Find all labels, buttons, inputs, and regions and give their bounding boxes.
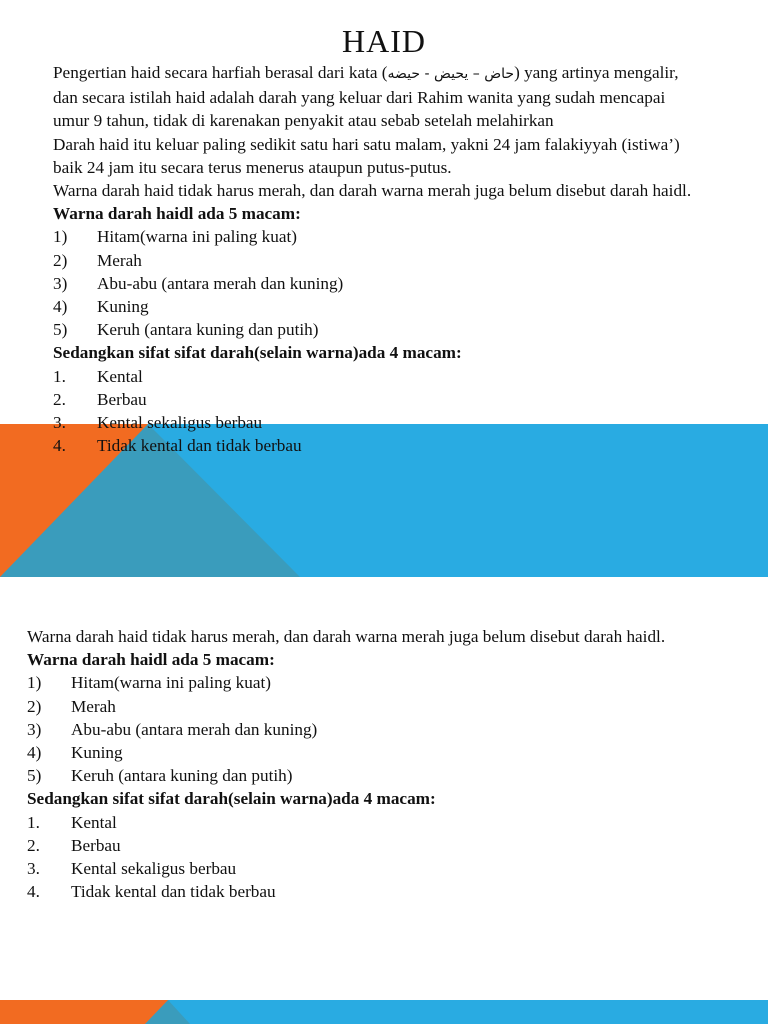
trait-list-item	[27, 811, 717, 834]
trait-list-item	[27, 857, 717, 880]
list-item-number: 2)	[53, 250, 68, 270]
list-item-number: 4.	[27, 882, 40, 902]
list-item-text: Kental sekaligus berbau	[71, 859, 237, 879]
color-intro-heading: Warna darah haidl ada 5 macam:	[53, 204, 301, 224]
list-item-number: 4.	[53, 436, 66, 456]
list-item-text: Kuning	[71, 743, 123, 763]
list-item-text: Kental	[71, 812, 117, 832]
trait-list-item	[53, 365, 703, 388]
page-title: HAID	[342, 23, 426, 59]
list-item-number: 3)	[53, 273, 68, 293]
list-item-number: 3.	[27, 859, 40, 879]
list-item-number: 1)	[53, 227, 68, 247]
arabic-term: حاض – يحيض - حيضه	[387, 66, 515, 82]
traits-list	[27, 811, 717, 904]
traits-list	[53, 365, 703, 458]
traits-heading: Sedangkan sifat sifat darah(selain warna)ada 4 macam:	[27, 789, 436, 809]
color-list-item	[27, 741, 717, 764]
colors-heading: Warna darah haidl ada 5 macam:	[27, 650, 275, 670]
definition-paragraph	[53, 61, 703, 133]
color-list-item	[27, 718, 717, 741]
list-item-text: Keruh (antara kuning dan putih)	[71, 766, 293, 786]
list-item-number: 5)	[27, 766, 42, 786]
trait-list-item	[53, 388, 703, 411]
list-item-text: Abu-abu (antara merah dan kuning)	[71, 719, 318, 739]
color-list-item	[53, 225, 703, 248]
slide-1-content	[53, 61, 703, 457]
trait-list-item	[53, 434, 703, 457]
slide-2-decor-band	[0, 1000, 768, 1024]
list-item-text: Berbau	[97, 389, 147, 409]
list-item-number: 4)	[27, 743, 42, 763]
color-list-item	[53, 249, 703, 272]
color-list-item	[27, 671, 717, 694]
list-item-number: 2.	[27, 835, 40, 855]
list-item-number: 3.	[53, 413, 66, 433]
list-item-text: Abu-abu (antara merah dan kuning)	[97, 273, 344, 293]
list-item-text: Merah	[97, 250, 142, 270]
color-intro-text: Warna darah haid tidak harus merah, dan darah warna merah juga belum disebut darah haidl.	[53, 181, 692, 201]
list-item-text: Keruh (antara kuning dan putih)	[97, 320, 319, 340]
list-item-text: Tidak kental dan tidak berbau	[71, 882, 276, 902]
list-item-number: 1)	[27, 673, 42, 693]
duration-paragraph: Darah haid itu keluar paling sedikit satu hari satu malam, yakni 24 jam falakiyyah (istiwa’) baik 24 jam itu secara terus menerus ataupun putus-putus.	[53, 134, 680, 177]
color-intro-paragraph: Warna darah haid tidak harus merah, dan darah warna merah juga belum disebut darah haidl.	[27, 627, 666, 646]
list-item-text: Berbau	[71, 835, 121, 855]
slide-2	[0, 577, 768, 1024]
trait-list-item	[27, 880, 717, 903]
color-list-item	[53, 295, 703, 318]
definition-rest: ) yang artinya mengalir, dan secara istilah haid adalah darah yang keluar dari Rahim wanita yang sudah mencapai umur 9 tahun, tidak di karenakan penyakit atau sebab setelah melahirkan	[53, 63, 679, 131]
definition-lead: Pengertian haid secara harfiah berasal dari kata (	[53, 63, 388, 82]
list-item-text: Kental	[97, 366, 143, 386]
color-list	[53, 225, 703, 341]
list-item-text: Merah	[71, 696, 116, 716]
decor-orange-triangle	[0, 1000, 168, 1024]
list-item-text: Hitam(warna ini paling kuat)	[97, 227, 297, 247]
trait-list-item	[27, 834, 717, 857]
color-list	[27, 671, 717, 787]
list-item-number: 4)	[53, 297, 68, 317]
list-item-number: 1.	[27, 812, 40, 832]
color-list-item	[53, 272, 703, 295]
list-item-number: 2.	[53, 389, 66, 409]
slide-2-content	[27, 625, 717, 903]
list-item-text: Tidak kental dan tidak berbau	[97, 436, 302, 456]
trait-list-item	[53, 411, 703, 434]
list-item-number: 3)	[27, 719, 42, 739]
list-item-text: Kental sekaligus berbau	[97, 413, 263, 433]
color-intro-paragraph	[53, 179, 703, 225]
color-list-item	[53, 318, 703, 341]
list-item-text: Hitam(warna ini paling kuat)	[71, 673, 271, 693]
list-item-text: Kuning	[97, 297, 149, 317]
color-list-item	[27, 764, 717, 787]
traits-heading: Sedangkan sifat sifat darah(selain warna)ada 4 macam:	[53, 343, 462, 363]
color-list-item	[27, 695, 717, 718]
list-item-number: 2)	[27, 696, 42, 716]
list-item-number: 5)	[53, 320, 68, 340]
list-item-number: 1.	[53, 366, 66, 386]
